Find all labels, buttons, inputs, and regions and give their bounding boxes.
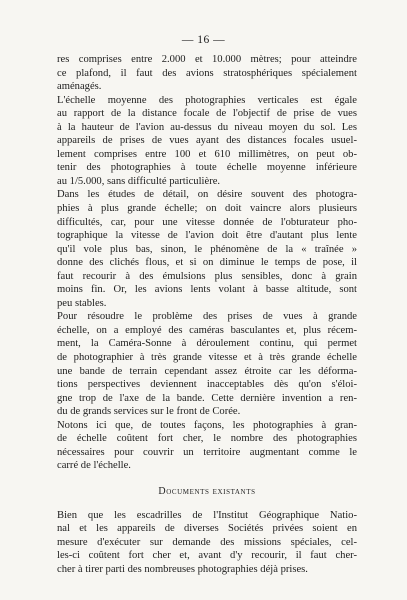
text-line: une bande de terrain cependant assez étroite car les déforma- (57, 365, 357, 377)
text-line: du de grands services sur le front de Corée. (57, 406, 241, 418)
paragraph (57, 188, 357, 310)
text-line: aménagés. (57, 81, 102, 93)
text-line: L'échelle moyenne des photographies verticales est égale (57, 94, 357, 106)
text-line: tenir des photographies à toute échelle moyenne inférieure (57, 162, 357, 174)
text-line: à la hauteur de l'avion au-dessus du niveau moyen du sol. Les (57, 121, 357, 133)
text-line: de photographier à très grande vitesse et à très grande échelle (57, 352, 357, 364)
text-line: les-ci coûtent fort cher et, avant d'y recourir, il faut cher- (57, 550, 357, 562)
text-line: res comprises entre 2.000 et 10.000 mètres; pour atteindre (57, 54, 357, 65)
text-line: carré de l'échelle. (57, 460, 131, 472)
text-line: faut recourir à des émulsions plus sensibles, donc à grain (57, 270, 357, 282)
text-line: appareils de prises de vues ayant des distances focales usuel- (57, 135, 357, 147)
paragraph (57, 419, 357, 473)
text-line: Notons ici que, de toutes façons, les photographies à gran- (57, 419, 357, 431)
paragraph (57, 509, 357, 577)
text-line: ment, la Caméra-Sonne à déroulement continu, qui permet (57, 338, 357, 350)
paragraph (57, 94, 357, 189)
text-line: donne des clichés flous, et si on diminue le temps de pose, il (57, 257, 357, 269)
text-line: tographique la vitesse de l'avion doit être d'autant plus lente (57, 230, 357, 242)
text-line: nal et les appareils de diverses Sociétés privées soient en (57, 523, 357, 535)
section-heading: Documents existants (158, 485, 256, 497)
text-line: Dans les études de détail, on désire souvent des photogra- (57, 189, 357, 201)
text-line: gne trop de l'axe de la bande. Cette dernière invention a ren- (57, 392, 357, 404)
text-line: peu stables. (57, 297, 107, 309)
text-line: Bien que les escadrilles de l'Institut Géographique Natio- (57, 509, 357, 521)
text-line: cher à tirer parti des nombreuses photographies déjà prises. (57, 563, 308, 575)
text-line: nécessaires pour couvrir un territoire augmentant comme le (57, 446, 357, 458)
text-line: ce plafond, il faut des avions stratosphériques spécialement (57, 67, 357, 79)
paragraph (57, 310, 357, 418)
text-line: lement comprises entre 100 et 610 millimètres, on peut ob- (57, 148, 357, 160)
text-line: au 1/5.000, sans difficulté particulière. (57, 175, 221, 187)
text-line: tions perspectives deviennent inacceptables dès qu'on s'éloi- (57, 379, 357, 391)
text-line: de échelle coûtent fort cher, le nombre des photographies (57, 433, 357, 445)
paragraph (57, 53, 357, 94)
text-line: moins fin. Or, les avions lents volant à basse altitude, sont (57, 284, 357, 296)
text-line: échelle, on a employé des caméras basculantes et, plus récem- (57, 324, 357, 336)
text-line: difficultés, car, pour une vitesse donnée de l'obturateur pho- (57, 216, 357, 228)
text-line: phies à plus grande échelle; on doit vaincre alors plusieurs (57, 203, 357, 215)
page-number: — 16 — (181, 34, 226, 46)
text-line: qu'il vole plus bas, sinon, le phénomène de la « traînée » (57, 243, 357, 255)
text-line: Pour résoudre le problème des prises de vues à grande (57, 311, 357, 323)
text-line: au rapport de la distance focale de l'objectif de prise de vues (57, 108, 357, 120)
body-text (57, 53, 357, 576)
text-line: mesure d'exécuter sur demande des missions spéciales, cel- (57, 536, 357, 548)
